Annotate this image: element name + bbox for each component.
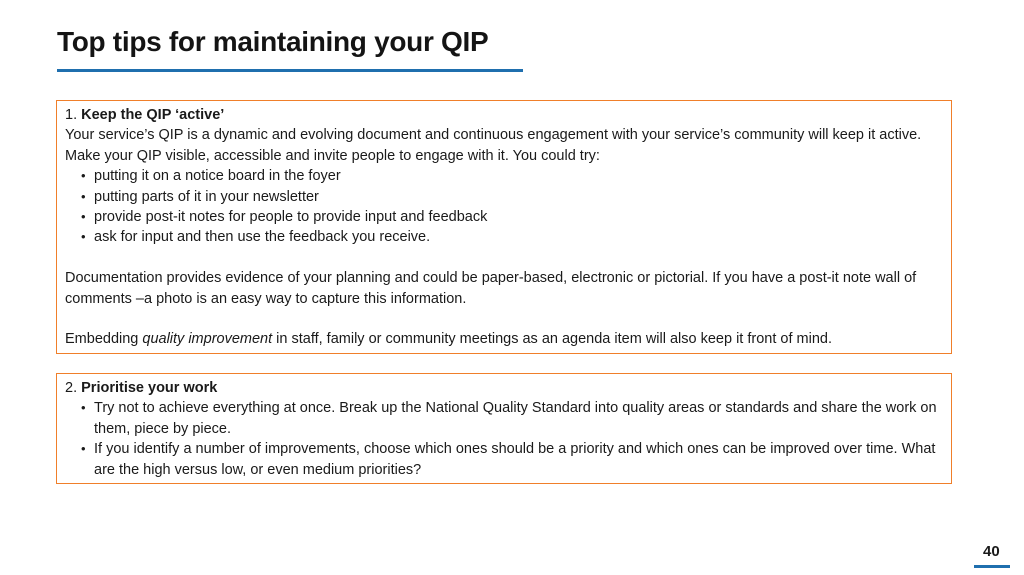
tip-number: 1.: [65, 107, 78, 123]
tip-box-keep-active: [56, 100, 952, 354]
list-item: • Try not to achieve everything at once. Break up the National Quality Standard into quality areas or standards and share the work on them, piece by piece.: [81, 400, 937, 437]
priority-list: [65, 398, 941, 480]
list-item: • If you identify a number of improvements, choose which ones should be a priority and which ones can be improved over time. What are the high versus low, or even medium priorities?: [81, 441, 936, 478]
tip-heading: [65, 105, 941, 125]
documentation-paragraph: Documentation provides evidence of your planning and could be paper-based, electronic or pictorial. If you have a post-it note wall of comments –a photo is an easy way to capture this information.: [65, 270, 917, 307]
tip-intro: Your service’s QIP is a dynamic and evolving document and continuous engagement with your service’s community will keep it active. Make your QIP visible, accessible and invite people to engage with it. You could try:: [65, 127, 922, 164]
bullet-icon: •: [81, 441, 86, 457]
page-number-underline: [974, 565, 1010, 568]
bullet-icon: •: [81, 188, 86, 204]
list-item: • putting it on a notice board in the foyer: [81, 166, 941, 186]
page-title: Top tips for maintaining your QIP: [57, 26, 489, 57]
page-number: 40: [983, 543, 1000, 560]
tip-heading-text: Keep the QIP ‘active’: [81, 107, 225, 123]
list-item: • provide post-it notes for people to provide input and feedback: [81, 207, 941, 227]
spacer: [65, 309, 941, 329]
list-item: • ask for input and then use the feedback you receive.: [81, 227, 941, 247]
tip-box-prioritise: [56, 373, 952, 484]
list-item: • putting parts of it in your newsletter: [81, 187, 941, 207]
suggestion-list: [65, 166, 941, 248]
embedding-paragraph: Embedding quality improvement in staff, family or community meetings as an agenda item will also keep it front of mind.: [65, 331, 832, 348]
bullet-icon: •: [81, 168, 86, 184]
spacer: [65, 248, 941, 268]
tip-heading: [65, 378, 941, 398]
tip-heading-text: Prioritise your work: [81, 380, 218, 396]
title-underline: [57, 69, 523, 72]
tip-number: 2.: [65, 380, 78, 396]
emphasis-text: quality improvement: [142, 331, 273, 348]
bullet-icon: •: [81, 229, 86, 245]
bullet-icon: •: [81, 209, 86, 225]
bullet-icon: •: [81, 400, 86, 416]
